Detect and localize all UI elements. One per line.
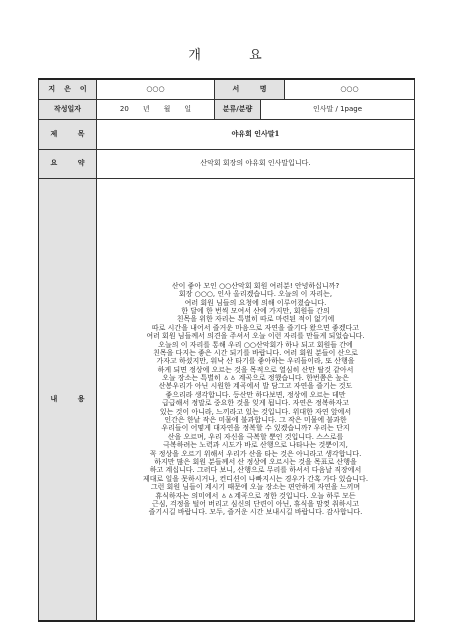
content-line: 인간은 한낱 작은 미물에 불과합니다. 그 작은 미물에 불과한 — [164, 416, 347, 425]
content-line: 산이 좋아 모인 ○○산악회 회원 여러분! 안녕하십니까? — [171, 281, 340, 290]
signature-label: 서 명 — [215, 79, 285, 99]
content-line: 휴식하자는 의미에서 ㅿㅿ계곡으로 정한 것입니다. 오늘 하루 모든 — [155, 491, 356, 500]
subject-label: 제 목 — [39, 119, 97, 149]
author-label: 지은이 — [39, 79, 97, 99]
date-year-unit: 년 — [142, 104, 150, 113]
content-line: 산봉우리가 아닌 시원한 계곡에서 발 담그고 자연을 즐기는 것도 — [158, 382, 353, 391]
category-label: 분류/분량 — [215, 99, 261, 119]
content-line: 따로 시간을 내어서 즐거운 마음으로 자연을 즐기다 왔으면 좋겠다고 — [151, 323, 360, 332]
date-day-unit: 일 — [184, 104, 192, 113]
content-line: 여러 회원 님들의 요청에 의해 이루어졌습니다. — [184, 298, 327, 307]
content-line: 가자고 하셨지만, 워낙 산 타기를 좋아하는 우리들이라, 또 산행을 — [156, 357, 355, 366]
content-line: 그런 회원 님들이 계시기 때문에 오늘 장소는 편안하게 자연을 느끼며 — [150, 483, 361, 492]
subject-row — [39, 119, 415, 149]
content-row — [39, 178, 415, 621]
subject-value: 야유회 인사말1 — [97, 119, 415, 149]
content-line: 꼭 정상을 오르기 위해서 우리가 산을 타는 것은 아니라고 생각합니다. — [149, 449, 362, 458]
author-row — [39, 79, 415, 99]
date-value — [97, 99, 215, 119]
content-line: 하고 계십니다. 그러다 보니, 산행으로 무리를 하셔서 다음날 직장에서 — [149, 466, 362, 475]
content-line: 회장 ○○○, 인사 올리겠습니다. 오늘의 이 자리는, — [178, 290, 333, 299]
summary-form — [38, 78, 415, 622]
content-label: 내 용 — [39, 178, 97, 621]
content-line: 있는 것이 아니라, 느끼라고 있는 것입니다. 위대한 자연 앞에서 — [159, 407, 352, 416]
content-line: 근심, 걱정을 털어 버리고 심신의 단련이 아닌, 휴식을 맘껏 취하시고 — [151, 499, 360, 508]
category-value: 인사말 / 1page — [261, 99, 415, 119]
date-row — [39, 99, 415, 119]
content-line: 친목을 위한 자리는 특별히 따로 마련된 적이 없기에 — [176, 315, 335, 324]
content-line: 산을 오르며, 우리 자신을 극복할 뿐인 것입니다. 스스로를 — [167, 432, 344, 441]
content-line: 오늘의 이 자리를 통해 우리 ○○산악회가 하나 되고 회원들 간에 — [158, 340, 353, 349]
date-label: 작성일자 — [39, 99, 97, 119]
content-line: 제대로 일을 못하시거나, 컨디션이 나빠지시는 경우가 간혹 가다 있습니다. — [142, 474, 369, 483]
content-line: 하지만 많은 회원 분들께서 산 정상에 오르시는 것을 목표로 산행을 — [154, 457, 357, 466]
content-line: 한 달에 한 번씩 모여서 산에 가지만, 회원들 간의 — [181, 306, 330, 315]
summary-row — [39, 149, 415, 178]
summary-value: 산악회 회장의 야유회 인사말입니다. — [97, 149, 415, 178]
content-line: 좋으리라 생각합니다. 등산만 하다보면, 정상에 오르는 데만 — [165, 390, 346, 399]
content-line: 오늘 장소는 특별히 ㅿㅿ 계곡으로 정했습니다. 한번쯤은 높은 — [162, 374, 349, 383]
summary-label: 요 약 — [39, 149, 97, 178]
content-line: 우리들이 어떻게 대자연을 정복할 수 있겠습니까? 우리는 단지 — [161, 424, 350, 433]
date-month-unit: 월 — [163, 104, 171, 113]
content-line: 극복하려는 노력과 시도가 바로 산행으로 나타나는 것뿐이지, — [163, 441, 348, 450]
content-line: 급급해서 정말로 중요한 것을 잊게 됩니다. 자연은 정복하자고 — [162, 399, 349, 408]
content-line: 친목을 다지는 좋은 시간 되기를 바랍니다. 여러 회원 분들이 산으로 — [153, 348, 358, 357]
author-value: ○○○ — [97, 79, 215, 99]
content-line: 즐기시길 바랍니다. 모두, 즐거운 시간 보내시길 바랍니다. 감사합니다. — [148, 508, 363, 517]
content-line: 여러 회원 님들께서 의견을 주셔서 오늘 이런 자리를 만들게 되었습니다. — [146, 332, 365, 341]
date-year: 20 — [119, 104, 129, 113]
document-title: 개 요 — [188, 48, 284, 63]
content-body — [97, 178, 415, 621]
content-line: 하게 되면 정상에 오르는 것을 목적으로 열심히 산만 탈것 같아서 — [157, 365, 354, 374]
signature-value: ○○○ — [285, 79, 415, 99]
